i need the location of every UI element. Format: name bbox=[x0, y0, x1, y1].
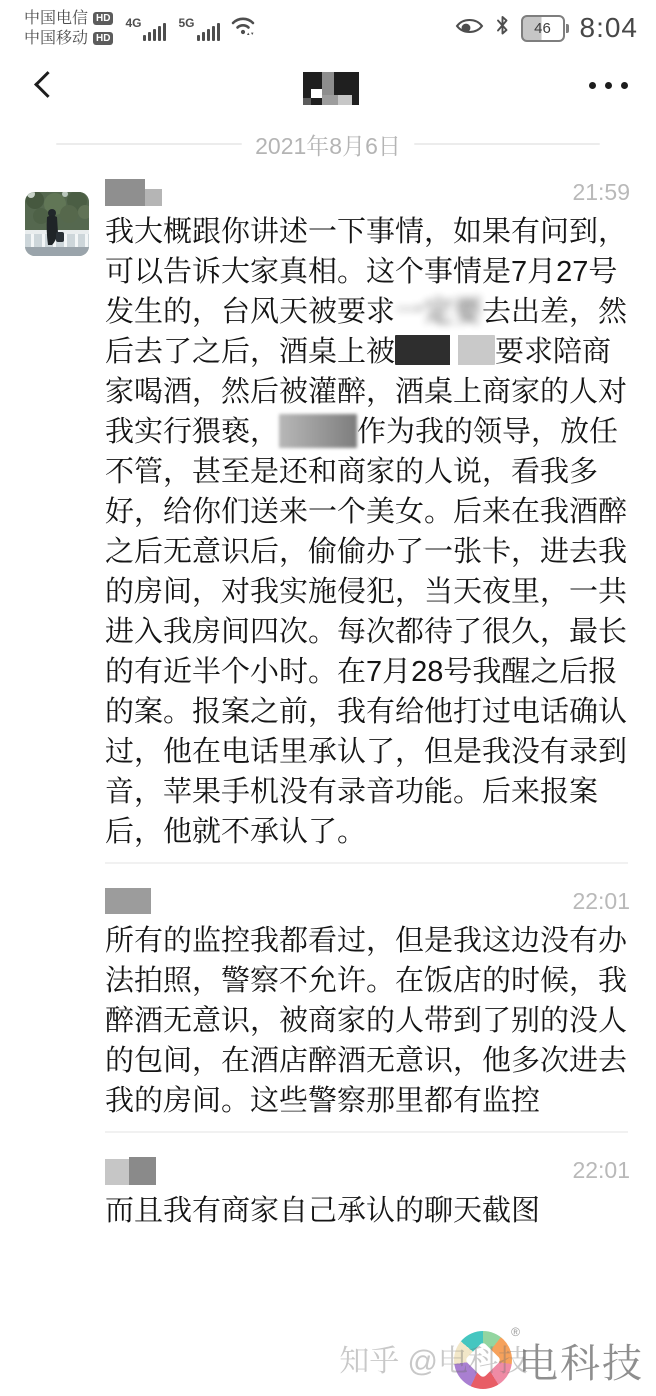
wifi-icon bbox=[230, 14, 257, 43]
message-divider bbox=[105, 862, 628, 864]
back-button[interactable] bbox=[34, 72, 58, 96]
network-4g-label: 4G bbox=[125, 15, 142, 30]
more-menu-button[interactable] bbox=[589, 82, 628, 89]
message-header bbox=[105, 1157, 630, 1185]
zhihu-watermark-text: 知乎 @电科技 bbox=[339, 1345, 528, 1378]
bluetooth-icon bbox=[495, 14, 510, 42]
hd-badge-icon: HD bbox=[93, 32, 113, 45]
hd-badge-icon: HD bbox=[93, 12, 113, 25]
message-timestamp: 22:01 bbox=[572, 1157, 630, 1183]
watermark bbox=[339, 1324, 644, 1396]
message-header bbox=[105, 179, 630, 206]
censored-username bbox=[105, 888, 151, 914]
signal-bars-icon bbox=[143, 23, 166, 41]
brand-name: 电科技 bbox=[518, 1341, 644, 1386]
signal-bars-icon bbox=[197, 23, 220, 41]
message-text: 所有的监控我都看过，但是我这边没有办法拍照，警察不允许。在饭店的时候，我醉酒无意识，被商家的人带到了别的没人的包间，在酒店醉酒无意识，他多次进去我的房间。这些警察那里都有监控 bbox=[105, 925, 628, 1117]
divider-line bbox=[414, 143, 600, 145]
carrier-labels bbox=[24, 9, 113, 48]
message-text: 我大概跟你讲述一下事情，如果有问到，可以告诉大家真相。这个事情是7月27号发生的，台风天被要求一定要去出差，然后去了之后，酒桌上被 要求陪商家喝酒，然后被灌醉，酒桌上商家的人对我实行猥亵， 作为我的领导，放任不管，甚至是还和商家的人说，看我多好，给你们送来一个美女。后来在我酒醉之后无意识后，偷偷办了一张卡，进去我的房间，对我实施侵犯，当天夜里，一共进入我房间四次。每次都待了很久，最长的有近半个小时。在7月28号我醒之后报的案。报案之前，我有给他打过电话确认过，他在电话里承认了，但是我没有录到音，苹果手机没有录音功能。后来报案后，他就不承认了。 bbox=[105, 216, 628, 848]
censored-username bbox=[105, 179, 162, 206]
censored-username bbox=[105, 1157, 156, 1185]
battery-icon bbox=[521, 15, 569, 42]
message bbox=[0, 179, 656, 852]
message-divider bbox=[105, 1131, 628, 1133]
censor-block bbox=[279, 414, 357, 448]
carrier-2-name: 中国移动 bbox=[24, 29, 89, 47]
blurred-text: 一定要 bbox=[395, 296, 483, 328]
eye-comfort-icon bbox=[455, 16, 484, 41]
network-5g-label: 5G bbox=[178, 15, 195, 30]
message bbox=[0, 888, 656, 1121]
date-divider bbox=[0, 128, 656, 160]
divider-line bbox=[56, 143, 242, 145]
carrier-2 bbox=[24, 29, 113, 48]
censored-chat-title bbox=[303, 72, 359, 105]
message-list bbox=[0, 165, 656, 1231]
message bbox=[0, 1157, 656, 1231]
nav-bar bbox=[0, 52, 656, 118]
status-bar bbox=[0, 0, 656, 52]
clock-time: 8:04 bbox=[579, 12, 638, 43]
status-right bbox=[455, 12, 639, 44]
message-timestamp: 22:01 bbox=[572, 888, 630, 914]
date-label: 2021年8月6日 bbox=[255, 132, 401, 159]
signal-4g-icon bbox=[125, 16, 166, 41]
message-timestamp: 21:59 bbox=[572, 179, 630, 205]
avatar[interactable] bbox=[25, 192, 89, 256]
signal-5g-icon bbox=[178, 16, 219, 41]
battery-percent: 46 bbox=[534, 19, 551, 37]
status-left bbox=[24, 9, 257, 48]
censor-block bbox=[395, 335, 495, 365]
registered-mark: ® bbox=[511, 1325, 520, 1339]
carrier-1-name: 中国电信 bbox=[24, 9, 89, 27]
message-header bbox=[105, 888, 630, 915]
carrier-1 bbox=[24, 9, 113, 28]
message-text: 而且我有商家自己承认的聊天截图 bbox=[105, 1195, 541, 1227]
